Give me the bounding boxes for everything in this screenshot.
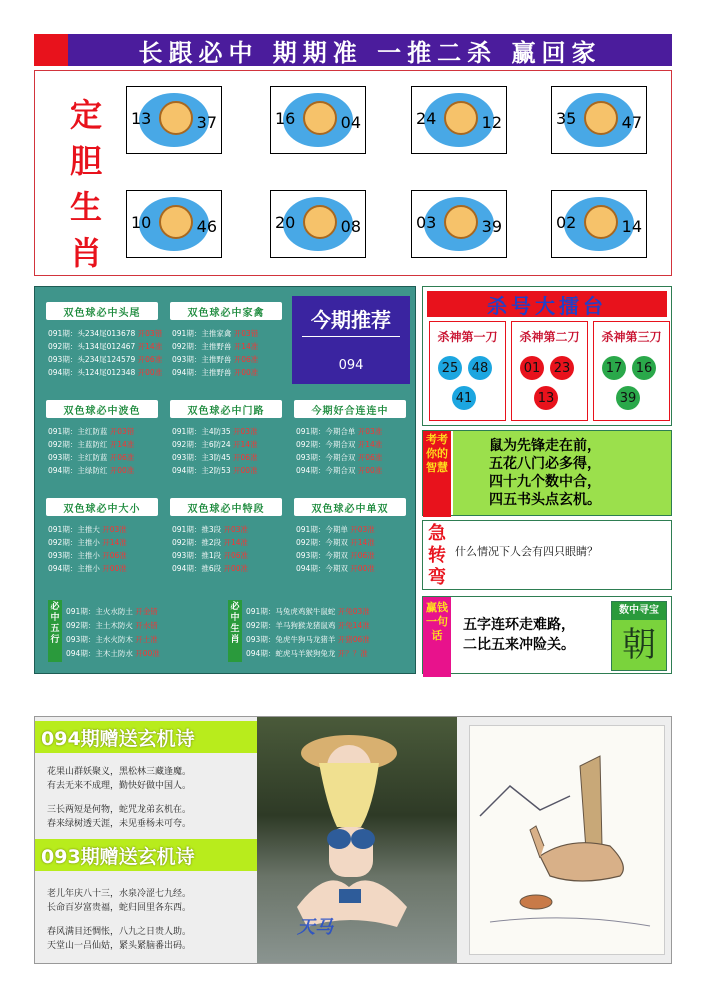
row-text: 091期：主红防蓝 — [48, 427, 108, 436]
dragon-icon — [584, 205, 618, 239]
kill-column-head: 杀神第三刀 — [601, 330, 662, 344]
row-text: 094期：蛇虎马羊猴狗兔龙 — [246, 649, 336, 658]
poem-line: 天堂山一吕仙姑，紧头紧脑番出码。 — [47, 941, 192, 951]
row-text: 092期：今期双 — [296, 538, 348, 547]
treasure-char: 朝 — [612, 620, 666, 670]
zodiac-card — [551, 190, 647, 258]
poem-section — [34, 716, 672, 964]
row-text: 093期：主推野兽 — [172, 355, 232, 364]
zodiac-card — [411, 86, 507, 154]
wisdom-line: 鼠为先锋走在前， — [489, 438, 601, 454]
result-row — [48, 465, 164, 477]
result-row — [296, 439, 412, 451]
kill-ball: 13 — [534, 386, 558, 410]
row-text: 092期：头134尾012467 — [48, 342, 136, 351]
row-result: 开14准 — [357, 440, 383, 449]
zodiac-title-char: 生 — [69, 188, 102, 226]
result-row — [66, 634, 216, 646]
row-text: 092期：羊马狗猴龙猪鼠鸡 — [246, 621, 336, 630]
row-result: 开？？准 — [337, 649, 368, 658]
row-text: 092期：主蓝防红 — [48, 440, 108, 449]
row-result: 开00准 — [233, 466, 258, 475]
wisdom-line: 四十九个数中合， — [489, 474, 601, 490]
result-row — [296, 465, 412, 477]
result-row — [66, 606, 216, 618]
zodiac-number-left: 24 — [416, 109, 437, 128]
monkey-icon — [159, 205, 193, 239]
kill-ball: 25 — [438, 356, 462, 380]
row-result: 开兔14准 — [337, 621, 370, 630]
wisdom-label: 考考你的智慧 — [423, 431, 451, 517]
result-row — [172, 550, 288, 562]
row-result: 开03错 — [109, 427, 135, 436]
result-row — [172, 439, 288, 451]
recommend-box — [292, 296, 410, 384]
zodiac-title — [66, 92, 106, 276]
row-result: 开00准 — [357, 466, 383, 475]
wisdom-line: 五花八门必多得， — [489, 456, 601, 472]
row-text: 094期：主推小 — [48, 564, 100, 573]
section-header: 双色球必中头尾 — [46, 302, 158, 320]
zodiac-number-right: 37 — [196, 113, 217, 132]
kill-title: 杀号大擂台 — [427, 291, 667, 317]
row-result: 开03错 — [137, 329, 163, 338]
watermark-logo: 天马 — [297, 917, 333, 938]
result-row — [172, 426, 288, 438]
riddle-section — [422, 520, 672, 590]
poem-line: 有去无来不成理，勤快好做中国人。 — [47, 781, 192, 791]
kill-ball: 48 — [468, 356, 492, 380]
section-header: 双色球必中门路 — [170, 400, 282, 418]
kill-column — [429, 321, 506, 421]
result-row — [296, 524, 412, 536]
result-row — [172, 563, 288, 575]
row-text: 094期：主2防53 — [172, 466, 231, 475]
result-row — [48, 426, 164, 438]
result-row — [48, 354, 164, 366]
row-text: 094期：推6段 — [172, 564, 222, 573]
section-side-label: 必中生肖 — [228, 600, 242, 662]
sketch-illustration — [469, 725, 665, 955]
row-result: 开00准 — [135, 649, 160, 658]
photo-figure — [257, 717, 457, 963]
row-text: 092期：主推野兽 — [172, 342, 232, 351]
row-result: 开03准 — [350, 525, 375, 534]
zodiac-card — [270, 86, 366, 154]
row-text: 091期：主推大 — [48, 525, 100, 534]
row-text: 093期：主3防45 — [172, 453, 231, 462]
zodiac-number-right: 39 — [481, 217, 502, 236]
section-header: 双色球必中大小 — [46, 498, 158, 516]
row-text: 092期：今期合双 — [296, 440, 356, 449]
poem-line: 长命百岁富贵福，蛇归回里各东西。 — [47, 903, 192, 913]
row-text: 093期：主推小 — [48, 551, 100, 560]
banner-accent — [34, 34, 68, 66]
zodiac-number-left: 03 — [416, 213, 437, 232]
kill-ball: 01 — [520, 356, 544, 380]
row-text: 093期：兔虎牛狗马龙猪羊 — [246, 635, 336, 644]
kill-ball: 17 — [602, 356, 626, 380]
row-text: 092期：推2段 — [172, 538, 222, 547]
row-result: 开14准 — [102, 538, 127, 547]
tiger-icon — [303, 101, 337, 135]
row-text: 091期：推3段 — [172, 525, 222, 534]
row-result: 开06准 — [109, 453, 135, 462]
zodiac-title-char: 肖 — [69, 234, 102, 272]
row-text: 093期：今期合双 — [296, 453, 356, 462]
money-section — [422, 596, 672, 674]
row-result: 开14准 — [223, 538, 249, 547]
row-text: 092期：主6防24 — [172, 440, 231, 449]
row-result: 开00准 — [109, 466, 135, 475]
row-text: 093期：头234尾124579 — [48, 355, 136, 364]
row-text: 093期：今期双 — [296, 551, 348, 560]
zodiac-number-left: 13 — [131, 109, 152, 128]
ox-icon — [444, 101, 478, 135]
row-result: 开14准 — [350, 538, 375, 547]
zodiac-number-right: 46 — [196, 217, 217, 236]
row-result: 开03错 — [233, 329, 259, 338]
result-row — [48, 452, 164, 464]
result-row — [172, 328, 288, 340]
row-result: 开金错 — [135, 607, 158, 616]
row-result: 开06准 — [350, 551, 375, 560]
zodiac-number-right: 04 — [340, 113, 361, 132]
zodiac-number-right: 14 — [621, 217, 642, 236]
result-row — [296, 452, 412, 464]
row-result: 开兔03准 — [337, 607, 370, 616]
result-row — [246, 648, 406, 660]
result-row — [172, 452, 288, 464]
poem-title: 093期赠送玄机诗 — [35, 839, 257, 871]
result-row — [246, 634, 406, 646]
row-text: 091期：马兔虎鸡猴牛鼠蛇 — [246, 607, 336, 616]
photo — [257, 717, 457, 963]
row-result: 开03准 — [233, 427, 258, 436]
zodiac-card — [270, 190, 366, 258]
row-result: 开00准 — [137, 368, 163, 377]
kill-column — [593, 321, 670, 421]
row-text: 094期：主绿防红 — [48, 466, 108, 475]
row-result: 开猪06准 — [337, 635, 370, 644]
row-result: 开00准 — [233, 368, 259, 377]
result-row — [296, 563, 412, 575]
result-row — [66, 620, 216, 632]
row-text: 091期：头234尾013678 — [48, 329, 136, 338]
row-text: 094期：今期双 — [296, 564, 348, 573]
row-result: 开14准 — [233, 342, 259, 351]
row-text: 092期：主土木防火 — [66, 621, 133, 630]
row-text: 091期：主推家禽 — [172, 329, 232, 338]
row-result: 开03准 — [223, 525, 249, 534]
row-result: 开06准 — [102, 551, 127, 560]
section-header: 双色球必中家禽 — [170, 302, 282, 320]
row-result: 开14准 — [233, 440, 258, 449]
kill-column-head: 杀神第二刀 — [519, 330, 580, 344]
zodiac-number-left: 10 — [131, 213, 152, 232]
result-row — [48, 328, 164, 340]
result-row — [172, 465, 288, 477]
row-result: 开06准 — [137, 355, 163, 364]
row-result: 开00准 — [350, 564, 375, 573]
poem-title: 094期赠送玄机诗 — [35, 721, 257, 753]
result-row — [246, 606, 406, 618]
result-row — [296, 550, 412, 562]
money-poem — [463, 615, 575, 655]
row-text: 093期：主红防蓝 — [48, 453, 108, 462]
money-line: 五字连环走难路， — [463, 617, 575, 633]
section-header: 双色球必中单双 — [294, 498, 406, 516]
zodiac-card — [126, 190, 222, 258]
recommend-title: 今期推荐 — [311, 308, 391, 332]
poem-body — [47, 887, 191, 953]
section-header: 今期好合连连中 — [294, 400, 406, 418]
zodiac-number-right: 47 — [621, 113, 642, 132]
row-text: 091期：主4防35 — [172, 427, 231, 436]
zodiac-card — [126, 86, 222, 154]
row-text: 093期：推1段 — [172, 551, 222, 560]
zodiac-title-char: 定 — [69, 96, 102, 134]
result-row — [172, 367, 288, 379]
row-text: 091期：今期合单 — [296, 427, 356, 436]
row-result: 开水错 — [135, 621, 158, 630]
kill-number-section — [422, 286, 672, 426]
row-text: 094期：今期合双 — [296, 466, 356, 475]
result-row — [48, 537, 164, 549]
poem-line: 花果山群妖聚义，黑松林三藏逢魔。 — [47, 767, 192, 777]
row-result: 开06准 — [233, 453, 258, 462]
rabbit-icon — [444, 205, 478, 239]
row-text: 091期：今期单 — [296, 525, 348, 534]
kill-ball: 23 — [550, 356, 574, 380]
wisdom-section — [422, 430, 672, 516]
row-result: 开14准 — [137, 342, 163, 351]
kill-column-head: 杀神第一刀 — [437, 330, 498, 344]
row-result: 开03准 — [357, 427, 383, 436]
result-row — [48, 439, 164, 451]
result-row — [172, 537, 288, 549]
kill-ball: 16 — [632, 356, 656, 380]
result-row — [296, 426, 412, 438]
result-row — [172, 524, 288, 536]
poem-line: 三长两短是何物，蛇咒龙弟玄机在。 — [47, 805, 192, 815]
donkey-sketch — [470, 726, 664, 954]
poem-line: 春来绿树透天涯，未见垂杨未可夸。 — [47, 819, 192, 829]
row-result: 开土准 — [135, 635, 158, 644]
section-header: 双色球必中波色 — [46, 400, 158, 418]
treasure-box — [611, 601, 667, 671]
result-row — [48, 341, 164, 353]
zodiac-title-char: 胆 — [69, 142, 102, 180]
section-side-label: 必中五行 — [48, 600, 62, 662]
row-text: 094期：头124尾012348 — [48, 368, 136, 377]
row-result: 开06准 — [223, 551, 249, 560]
riddle-question: 什么情况下人会有四只眼睛？ — [455, 545, 598, 558]
result-row — [66, 648, 216, 660]
row-result: 开03准 — [102, 525, 127, 534]
result-row — [48, 563, 164, 575]
poem-line: 春风满目还惆怅，八九之日贵人助。 — [47, 927, 192, 937]
page-banner: 长跟必中 期期准 一推二杀 赢回家 — [68, 34, 672, 66]
zodiac-number-right: 08 — [340, 217, 361, 236]
result-row — [246, 620, 406, 632]
riddle-label: 急转弯 — [428, 523, 446, 588]
row-result: 开06准 — [233, 355, 259, 364]
kill-ball: 41 — [452, 386, 476, 410]
zodiac-number-left: 16 — [275, 109, 296, 128]
dog-icon — [303, 205, 337, 239]
money-label: 赢钱一句话 — [423, 597, 451, 677]
zodiac-number-left: 02 — [556, 213, 577, 232]
result-row — [48, 550, 164, 562]
row-text: 092期：主推小 — [48, 538, 100, 547]
wisdom-poem — [489, 437, 601, 509]
kill-column — [511, 321, 588, 421]
goat-icon — [584, 101, 618, 135]
zodiac-number-left: 20 — [275, 213, 296, 232]
recommend-number: 094 — [338, 358, 364, 373]
snake-icon — [159, 101, 193, 135]
row-text: 094期：主木土防水 — [66, 649, 133, 658]
result-row — [296, 537, 412, 549]
result-row — [172, 354, 288, 366]
result-row — [48, 524, 164, 536]
row-text: 091期：主火水防土 — [66, 607, 133, 616]
poem-body — [47, 765, 191, 831]
row-result: 开00准 — [223, 564, 249, 573]
row-result: 开06准 — [357, 453, 383, 462]
poem-line: 老儿年庆八十三，水泉冷涩七九经。 — [47, 889, 192, 899]
divider — [302, 336, 400, 337]
kill-ball: 39 — [616, 386, 640, 410]
row-result: 开14准 — [109, 440, 135, 449]
wisdom-line: 四五书头点玄机。 — [489, 492, 601, 508]
zodiac-card — [411, 190, 507, 258]
treasure-title: 数中寻宝 — [612, 602, 666, 620]
row-result: 开00准 — [102, 564, 127, 573]
row-text: 093期：主水火防木 — [66, 635, 133, 644]
section-header: 双色球必中特段 — [170, 498, 282, 516]
zodiac-card — [551, 86, 647, 154]
result-row — [172, 341, 288, 353]
zodiac-number-left: 35 — [556, 109, 577, 128]
money-line: 二比五来冲险关。 — [463, 637, 575, 653]
zodiac-number-right: 12 — [481, 113, 502, 132]
result-row — [48, 367, 164, 379]
row-text: 094期：主推野兽 — [172, 368, 232, 377]
